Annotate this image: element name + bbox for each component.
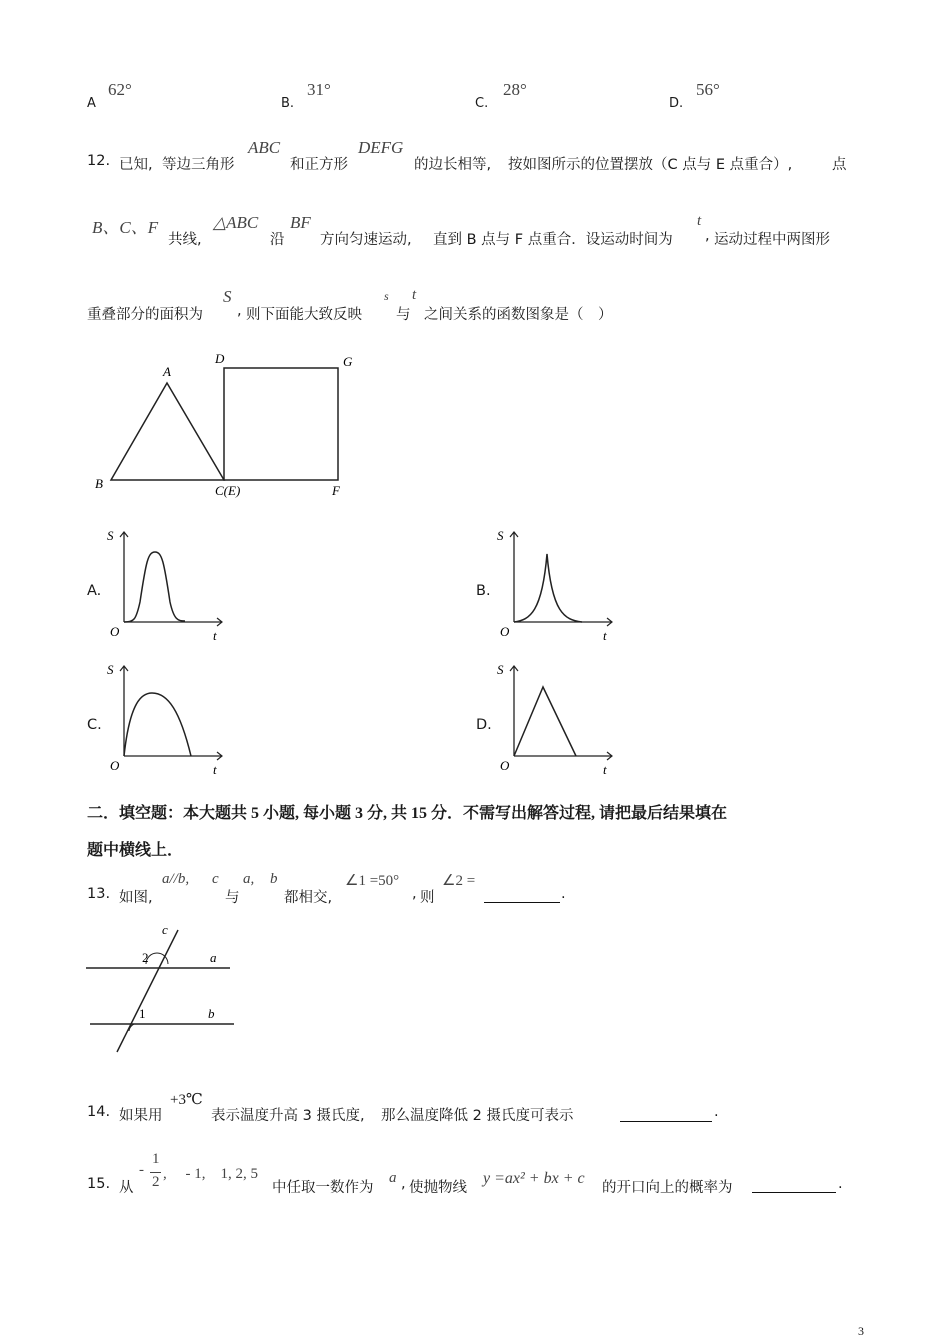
q12-math-abc: ABC [248, 138, 281, 157]
q12-text: 的边长相等, [414, 157, 492, 173]
page-number: 3 [858, 1324, 864, 1338]
q15-frac-bar [150, 1172, 161, 1173]
q13-math-parallel: a//b, [162, 871, 190, 887]
q12-option-c-graph [100, 656, 230, 778]
q13-text: . [561, 886, 566, 902]
q13-number: 13. [87, 886, 111, 902]
q12-math-s-small: s [384, 289, 389, 303]
label-b: b [208, 1006, 215, 1021]
origin-label: O [110, 758, 120, 773]
q11-option-b-value: 31° [307, 80, 331, 99]
q12-text: 重叠部分的面积为 [87, 307, 203, 323]
q15-answer-blank[interactable] [752, 1176, 836, 1193]
q15-frac-denominator: 2 [152, 1174, 160, 1190]
curve-d [514, 687, 576, 756]
q13-text: 都相交, [284, 890, 333, 906]
label-f: F [332, 483, 340, 498]
axis-label-s: S [497, 528, 504, 543]
q12-option-c-letter: C. [87, 717, 102, 733]
q13-text: 与 [225, 890, 240, 906]
q12-option-d-letter: D. [476, 717, 492, 733]
q13-text: , [412, 886, 417, 902]
q11-option-d-value: 56° [696, 80, 720, 99]
label-angle-1: 1 [139, 1006, 146, 1021]
q14-text: 如果用 [119, 1108, 163, 1124]
q14-text: 表示温度升高 3 摄氏度, [211, 1108, 365, 1124]
q11-option-a-letter: A [87, 96, 96, 111]
q14-answer-blank[interactable] [620, 1104, 712, 1122]
q11-option-d-letter: D. [669, 96, 684, 111]
q15-text: . [838, 1176, 843, 1192]
square-defg [224, 368, 338, 480]
q14-math-temp: +3℃ [170, 1092, 203, 1108]
origin-label: O [500, 758, 510, 773]
label-a: a [210, 950, 217, 965]
q15-number: 15. [87, 1176, 111, 1192]
q12-option-a-letter: A. [87, 583, 102, 599]
q12-text: , [705, 228, 710, 244]
q12-text: 运动过程中两图形 [714, 232, 830, 248]
axis-label-t: t [213, 628, 217, 643]
q12-option-a-graph [100, 522, 230, 644]
q12-text: 和正方形 [290, 157, 348, 173]
curve-b [514, 554, 582, 622]
q13-math-angle2: ∠2 = [442, 873, 476, 889]
q12-math-triangle: △ABC [213, 213, 259, 232]
q13-math-angle1: ∠1 =50° [345, 873, 400, 889]
q12-text: 已知, [119, 157, 153, 173]
axis-label-s: S [497, 662, 504, 677]
q15-text: 从 [119, 1180, 134, 1196]
q15-text: , [401, 1176, 406, 1192]
q12-text: 方向匀速运动, [320, 232, 412, 248]
axis-label-t: t [213, 762, 217, 777]
q12-math-s: S [223, 287, 232, 306]
label-a: A [163, 364, 171, 379]
q12-text: , [237, 303, 242, 319]
q12-option-b-letter: B. [476, 583, 491, 599]
label-b: B [95, 476, 103, 491]
q13-figure [82, 920, 242, 1060]
section-2-heading-line1: 二．填空题：本大题共 5 小题, 每小题 3 分, 共 15 分．不需写出解答过程, 请把最后结果填在 [87, 805, 728, 822]
label-angle-2: 2 [142, 950, 149, 965]
q12-text: 共线, [168, 232, 202, 248]
q12-math-bcf: B、C、F [92, 218, 159, 237]
q12-math-bf: BF [290, 213, 311, 232]
label-ce: C(E) [215, 483, 241, 498]
line-c [117, 930, 178, 1052]
curve-c [124, 693, 191, 756]
q12-text: 点 [832, 157, 847, 173]
q15-text: 中任取一数作为 [272, 1180, 374, 1196]
q12-option-d-graph [490, 656, 620, 778]
q11-option-a-value: 62° [108, 80, 132, 99]
q12-math-t: t [412, 287, 417, 303]
q14-text: 那么温度降低 2 摄氏度可表示 [381, 1108, 574, 1124]
q15-text: 的开口向上的概率为 [602, 1180, 733, 1196]
label-d: D [215, 351, 225, 366]
q15-frac-numerator: 1 [152, 1151, 160, 1167]
q12-text: 则下面能大致反映 [246, 307, 362, 323]
q14-number: 14. [87, 1104, 111, 1120]
axis-label-t: t [603, 762, 607, 777]
q13-answer-blank[interactable] [484, 886, 560, 903]
q13-math-b: b [270, 871, 278, 887]
q12-text: 与 [396, 307, 411, 323]
section-2-heading-line2: 题中横线上． [87, 842, 184, 859]
q15-text: 使抛物线 [409, 1180, 467, 1196]
origin-label: O [110, 624, 120, 639]
axis-label-s: S [107, 528, 114, 543]
q13-text: 如图, [119, 890, 153, 906]
q12-text: 之间关系的函数图象是（ ） [424, 307, 613, 323]
q12-math-t: t [697, 213, 702, 229]
q12-text: 沿 [270, 232, 285, 248]
q15-math-numbers: , - 1, 1, 2, 5 [163, 1166, 258, 1182]
q12-option-b-graph [490, 522, 620, 644]
q12-text: 直到 B 点与 F 点重合．设运动时间为 [433, 232, 673, 248]
q15-frac-sign: - [139, 1162, 144, 1178]
curve-a [124, 552, 185, 622]
angle-2-arc [146, 953, 168, 964]
q12-number: 12. [87, 153, 111, 169]
q13-math-a: a, [243, 871, 255, 887]
q11-option-b-letter: B. [281, 96, 295, 111]
q11-option-c-letter: C. [475, 96, 489, 111]
q12-text: 等边三角形 [162, 157, 235, 173]
axis-label-t: t [603, 628, 607, 643]
q15-math-a: a [389, 1170, 397, 1186]
q14-text: . [714, 1104, 719, 1120]
q15-math-parabola: y =ax² + bx + c [483, 1170, 585, 1187]
q11-option-c-value: 28° [503, 80, 527, 99]
label-c: c [162, 922, 168, 937]
origin-label: O [500, 624, 510, 639]
triangle-abc [111, 383, 224, 480]
q13-text: 则 [420, 890, 435, 906]
q13-math-c: c [212, 871, 219, 887]
axis-label-s: S [107, 662, 114, 677]
q12-figure [85, 345, 375, 505]
q12-math-defg: DEFG [358, 138, 404, 157]
q12-text: 按如图所示的位置摆放（C 点与 E 点重合）, [508, 157, 793, 173]
label-g: G [343, 354, 353, 369]
